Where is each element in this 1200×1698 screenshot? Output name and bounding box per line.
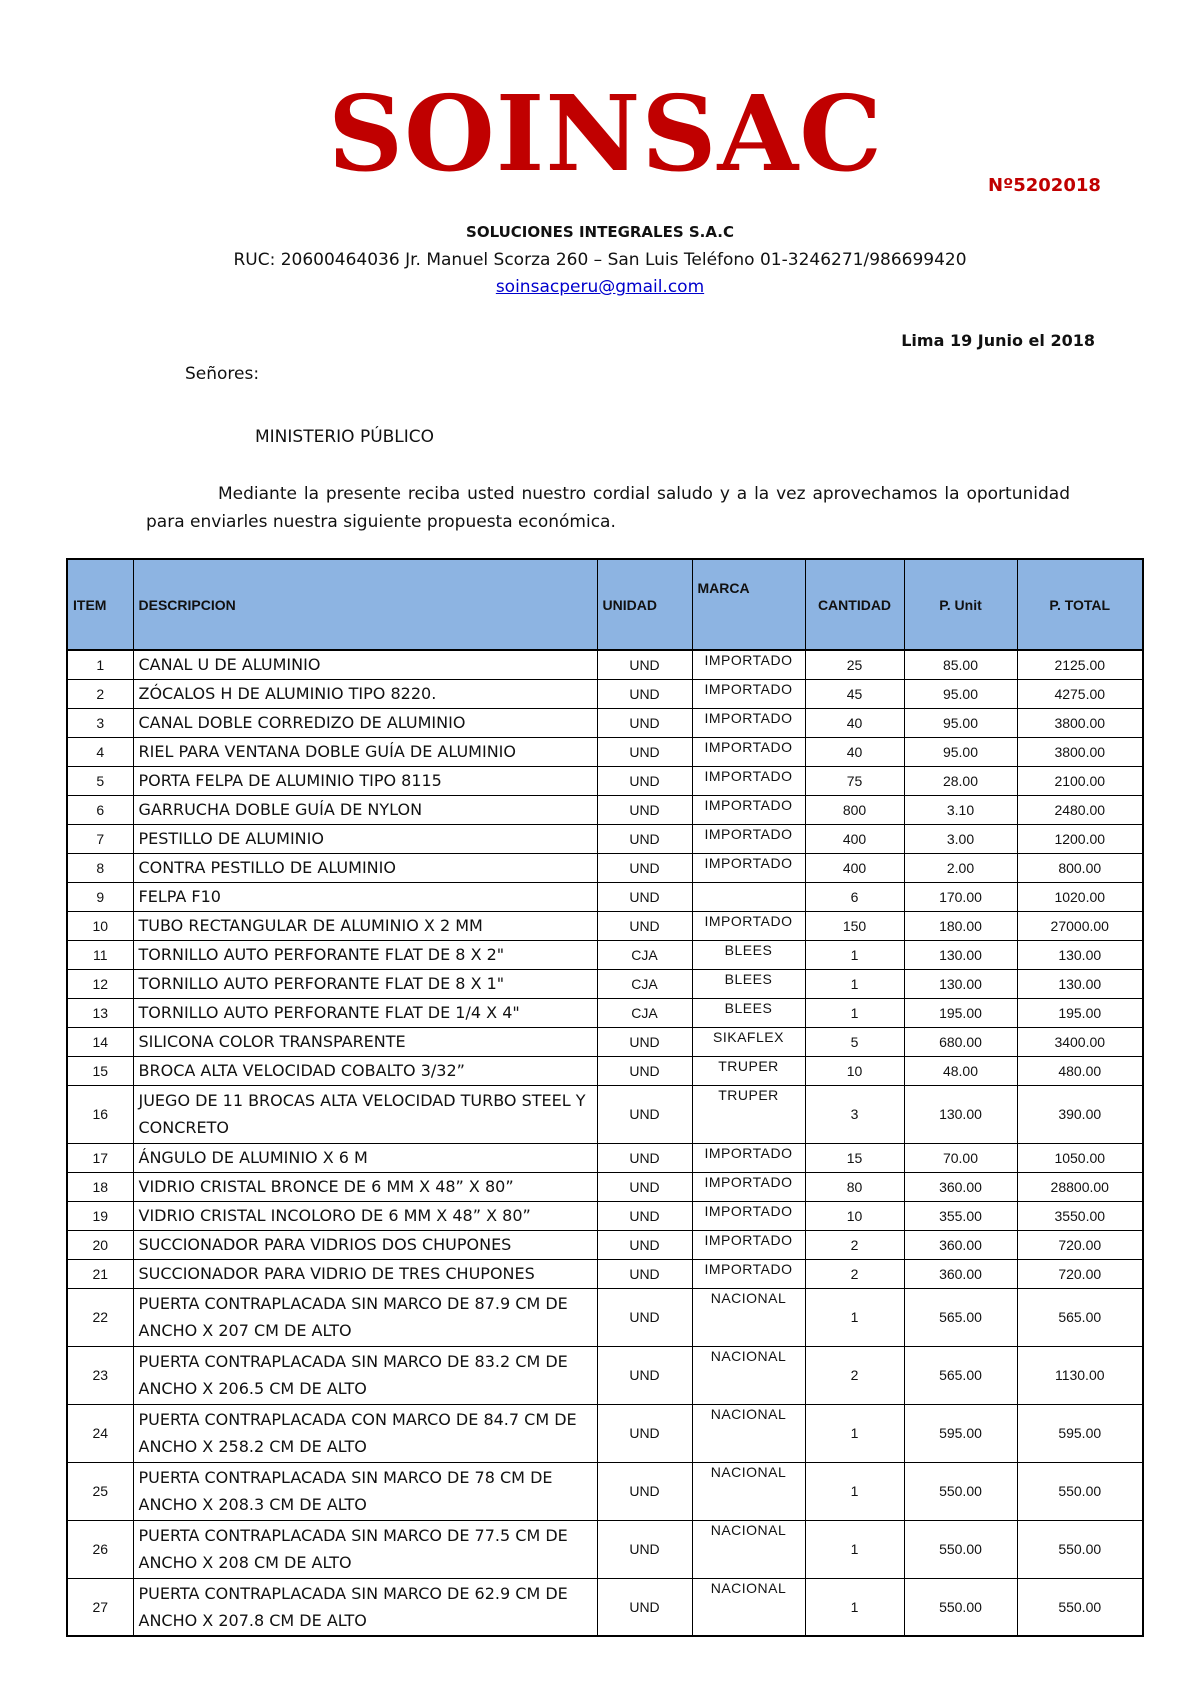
cell-total: 550.00 bbox=[1017, 1520, 1143, 1578]
cell-unit-price: 170.00 bbox=[904, 882, 1017, 911]
cell-brand: BLEES bbox=[692, 969, 805, 998]
cell-total: 800.00 bbox=[1017, 853, 1143, 882]
table-row bbox=[67, 1230, 1143, 1259]
cell-total: 550.00 bbox=[1017, 1462, 1143, 1520]
cell-brand: IMPORTADO bbox=[692, 766, 805, 795]
cell-description: ÁNGULO DE ALUMINIO X 6 M bbox=[133, 1143, 597, 1172]
cell-unit: UND bbox=[597, 1259, 692, 1288]
email-link[interactable]: soinsacperu@gmail.com bbox=[495, 277, 705, 297]
table-row bbox=[67, 911, 1143, 940]
cell-unit-price: 130.00 bbox=[904, 1085, 1017, 1143]
cell-total: 4275.00 bbox=[1017, 679, 1143, 708]
cell-total: 2125.00 bbox=[1017, 650, 1143, 679]
cell-description: PORTA FELPA DE ALUMINIO TIPO 8115 bbox=[133, 766, 597, 795]
cell-unit: UND bbox=[597, 766, 692, 795]
cell-item: 10 bbox=[67, 911, 133, 940]
cell-description: FELPA F10 bbox=[133, 882, 597, 911]
cell-unit-price: 48.00 bbox=[904, 1056, 1017, 1085]
cell-item: 13 bbox=[67, 998, 133, 1027]
cell-unit-price: 195.00 bbox=[904, 998, 1017, 1027]
table-row bbox=[67, 766, 1143, 795]
cell-unit-price: 680.00 bbox=[904, 1027, 1017, 1056]
table-row bbox=[67, 1056, 1143, 1085]
cell-quantity: 40 bbox=[805, 708, 904, 737]
table-row bbox=[67, 853, 1143, 882]
letter-date: Lima 19 Junio el 2018 bbox=[901, 331, 1095, 350]
cell-brand: IMPORTADO bbox=[692, 824, 805, 853]
table-row bbox=[67, 969, 1143, 998]
cell-unit-price: 3.00 bbox=[904, 824, 1017, 853]
cell-unit: CJA bbox=[597, 998, 692, 1027]
cell-unit: UND bbox=[597, 1404, 692, 1462]
cell-item: 26 bbox=[67, 1520, 133, 1578]
cell-item: 17 bbox=[67, 1143, 133, 1172]
cell-unit-price: 355.00 bbox=[904, 1201, 1017, 1230]
cell-unit-price: 550.00 bbox=[904, 1578, 1017, 1636]
cell-unit-price: 180.00 bbox=[904, 911, 1017, 940]
cell-quantity: 3 bbox=[805, 1085, 904, 1143]
table-row bbox=[67, 737, 1143, 766]
cell-brand: NACIONAL bbox=[692, 1404, 805, 1462]
table-header-row bbox=[67, 559, 1143, 650]
cell-quantity: 5 bbox=[805, 1027, 904, 1056]
cell-item: 11 bbox=[67, 940, 133, 969]
cell-quantity: 75 bbox=[805, 766, 904, 795]
cell-unit: UND bbox=[597, 1201, 692, 1230]
cell-total: 1130.00 bbox=[1017, 1346, 1143, 1404]
cell-brand: IMPORTADO bbox=[692, 737, 805, 766]
cell-brand: IMPORTADO bbox=[692, 1230, 805, 1259]
company-contact-line: RUC: 20600464036 Jr. Manuel Scorza 260 – San Luis Teléfono 01-3246271/986699420 bbox=[233, 250, 967, 270]
cell-quantity: 25 bbox=[805, 650, 904, 679]
cell-total: 3800.00 bbox=[1017, 708, 1143, 737]
cell-quantity: 1 bbox=[805, 998, 904, 1027]
header-item: ITEM bbox=[67, 559, 133, 650]
cell-total: 27000.00 bbox=[1017, 911, 1143, 940]
cell-brand: NACIONAL bbox=[692, 1346, 805, 1404]
table-row bbox=[67, 1172, 1143, 1201]
cell-quantity: 10 bbox=[805, 1201, 904, 1230]
cell-quantity: 400 bbox=[805, 824, 904, 853]
cell-unit-price: 550.00 bbox=[904, 1462, 1017, 1520]
cell-quantity: 80 bbox=[805, 1172, 904, 1201]
recipient: MINISTERIO PÚBLICO bbox=[255, 427, 435, 447]
cell-total: 480.00 bbox=[1017, 1056, 1143, 1085]
cell-unit-price: 360.00 bbox=[904, 1172, 1017, 1201]
cell-brand: NACIONAL bbox=[692, 1462, 805, 1520]
cell-unit: UND bbox=[597, 1578, 692, 1636]
cell-unit-price: 70.00 bbox=[904, 1143, 1017, 1172]
cell-quantity: 2 bbox=[805, 1230, 904, 1259]
cell-description: TORNILLO AUTO PERFORANTE FLAT DE 8 X 2" bbox=[133, 940, 597, 969]
cell-brand: IMPORTADO bbox=[692, 679, 805, 708]
cell-unit: UND bbox=[597, 824, 692, 853]
cell-quantity: 1 bbox=[805, 1462, 904, 1520]
cell-item: 21 bbox=[67, 1259, 133, 1288]
cell-description: PUERTA CONTRAPLACADA SIN MARCO DE 87.9 CM DE ANCHO X 207 CM DE ALTO bbox=[133, 1288, 597, 1346]
table-row bbox=[67, 1578, 1143, 1636]
cell-brand: IMPORTADO bbox=[692, 1143, 805, 1172]
cell-unit: UND bbox=[597, 882, 692, 911]
cell-description: SUCCIONADOR PARA VIDRIOS DOS CHUPONES bbox=[133, 1230, 597, 1259]
cell-item: 6 bbox=[67, 795, 133, 824]
cell-unit: UND bbox=[597, 1462, 692, 1520]
cell-brand: IMPORTADO bbox=[692, 650, 805, 679]
table-row bbox=[67, 998, 1143, 1027]
cell-unit: UND bbox=[597, 795, 692, 824]
cell-total: 720.00 bbox=[1017, 1230, 1143, 1259]
cell-unit: UND bbox=[597, 679, 692, 708]
cell-unit: UND bbox=[597, 1346, 692, 1404]
table-row bbox=[67, 708, 1143, 737]
cell-total: 2480.00 bbox=[1017, 795, 1143, 824]
cell-total: 130.00 bbox=[1017, 969, 1143, 998]
table-row bbox=[67, 882, 1143, 911]
header-brand: MARCA bbox=[692, 559, 805, 650]
cell-description: VIDRIO CRISTAL INCOLORO DE 6 MM X 48” X 80” bbox=[133, 1201, 597, 1230]
cell-brand: NACIONAL bbox=[692, 1288, 805, 1346]
table-row bbox=[67, 1201, 1143, 1230]
cell-item: 8 bbox=[67, 853, 133, 882]
cell-unit-price: 565.00 bbox=[904, 1346, 1017, 1404]
cell-brand: IMPORTADO bbox=[692, 1259, 805, 1288]
cell-unit: UND bbox=[597, 1056, 692, 1085]
cell-item: 20 bbox=[67, 1230, 133, 1259]
cell-unit: UND bbox=[597, 1172, 692, 1201]
table-row bbox=[67, 795, 1143, 824]
cell-description: CANAL U DE ALUMINIO bbox=[133, 650, 597, 679]
cell-item: 15 bbox=[67, 1056, 133, 1085]
cell-brand: IMPORTADO bbox=[692, 708, 805, 737]
cell-brand bbox=[692, 882, 805, 911]
cell-description: CONTRA PESTILLO DE ALUMINIO bbox=[133, 853, 597, 882]
cell-brand: NACIONAL bbox=[692, 1578, 805, 1636]
cell-total: 550.00 bbox=[1017, 1578, 1143, 1636]
table-row bbox=[67, 1288, 1143, 1346]
table-row bbox=[67, 940, 1143, 969]
cell-quantity: 2 bbox=[805, 1259, 904, 1288]
cell-unit-price: 28.00 bbox=[904, 766, 1017, 795]
header-description: DESCRIPCION bbox=[133, 559, 597, 650]
table-row bbox=[67, 679, 1143, 708]
cell-total: 1020.00 bbox=[1017, 882, 1143, 911]
cell-quantity: 40 bbox=[805, 737, 904, 766]
cell-unit: CJA bbox=[597, 940, 692, 969]
header-unit: UNIDAD bbox=[597, 559, 692, 650]
cell-unit-price: 95.00 bbox=[904, 708, 1017, 737]
cell-description: PUERTA CONTRAPLACADA SIN MARCO DE 77.5 CM DE ANCHO X 208 CM DE ALTO bbox=[133, 1520, 597, 1578]
cell-description: TORNILLO AUTO PERFORANTE FLAT DE 8 X 1" bbox=[133, 969, 597, 998]
cell-description: TORNILLO AUTO PERFORANTE FLAT DE 1/4 X 4" bbox=[133, 998, 597, 1027]
cell-brand: IMPORTADO bbox=[692, 1172, 805, 1201]
cell-item: 1 bbox=[67, 650, 133, 679]
cell-brand: SIKAFLEX bbox=[692, 1027, 805, 1056]
cell-unit: UND bbox=[597, 650, 692, 679]
cell-quantity: 1 bbox=[805, 1578, 904, 1636]
cell-description: CANAL DOBLE CORREDIZO DE ALUMINIO bbox=[133, 708, 597, 737]
cell-unit: UND bbox=[597, 1143, 692, 1172]
cell-description: RIEL PARA VENTANA DOBLE GUÍA DE ALUMINIO bbox=[133, 737, 597, 766]
cell-unit-price: 595.00 bbox=[904, 1404, 1017, 1462]
cell-quantity: 1 bbox=[805, 969, 904, 998]
cell-total: 1200.00 bbox=[1017, 824, 1143, 853]
cell-brand: BLEES bbox=[692, 940, 805, 969]
cell-quantity: 15 bbox=[805, 1143, 904, 1172]
company-logo: SOINSAC bbox=[328, 72, 883, 195]
cell-item: 9 bbox=[67, 882, 133, 911]
cell-unit-price: 565.00 bbox=[904, 1288, 1017, 1346]
cell-unit-price: 3.10 bbox=[904, 795, 1017, 824]
cell-description: PUERTA CONTRAPLACADA CON MARCO DE 84.7 CM DE ANCHO X 258.2 CM DE ALTO bbox=[133, 1404, 597, 1462]
cell-quantity: 150 bbox=[805, 911, 904, 940]
table-row bbox=[67, 1404, 1143, 1462]
cell-total: 390.00 bbox=[1017, 1085, 1143, 1143]
cell-unit: UND bbox=[597, 1085, 692, 1143]
cell-description: TUBO RECTANGULAR DE ALUMINIO X 2 MM bbox=[133, 911, 597, 940]
document-number: Nº5202018 bbox=[988, 175, 1101, 196]
cell-item: 25 bbox=[67, 1462, 133, 1520]
header-unit-price: P. Unit bbox=[904, 559, 1017, 650]
cell-unit-price: 95.00 bbox=[904, 679, 1017, 708]
cell-unit-price: 130.00 bbox=[904, 940, 1017, 969]
cell-item: 19 bbox=[67, 1201, 133, 1230]
salutation: Señores: bbox=[185, 364, 260, 384]
cell-quantity: 2 bbox=[805, 1346, 904, 1404]
intro-paragraph: Mediante la presente reciba usted nuestro cordial saludo y a la vez aprovechamos la oportunidad para enviarles nuestra siguiente propuesta económica. bbox=[146, 484, 1070, 532]
table-row bbox=[67, 650, 1143, 679]
cell-quantity: 10 bbox=[805, 1056, 904, 1085]
cell-item: 24 bbox=[67, 1404, 133, 1462]
company-email bbox=[0, 277, 1200, 297]
cell-description: PESTILLO DE ALUMINIO bbox=[133, 824, 597, 853]
cell-unit-price: 550.00 bbox=[904, 1520, 1017, 1578]
cell-unit: CJA bbox=[597, 969, 692, 998]
cell-brand: IMPORTADO bbox=[692, 911, 805, 940]
cell-total: 3400.00 bbox=[1017, 1027, 1143, 1056]
table-row bbox=[67, 1520, 1143, 1578]
cell-brand: TRUPER bbox=[692, 1056, 805, 1085]
cell-description: PUERTA CONTRAPLACADA SIN MARCO DE 83.2 CM DE ANCHO X 206.5 CM DE ALTO bbox=[133, 1346, 597, 1404]
cell-description: PUERTA CONTRAPLACADA SIN MARCO DE 78 CM DE ANCHO X 208.3 CM DE ALTO bbox=[133, 1462, 597, 1520]
cell-unit: UND bbox=[597, 737, 692, 766]
cell-item: 4 bbox=[67, 737, 133, 766]
cell-brand: IMPORTADO bbox=[692, 1201, 805, 1230]
table-row bbox=[67, 1346, 1143, 1404]
cell-brand: TRUPER bbox=[692, 1085, 805, 1143]
table-row bbox=[67, 1259, 1143, 1288]
quote-table bbox=[66, 558, 1144, 1637]
cell-description: SUCCIONADOR PARA VIDRIO DE TRES CHUPONES bbox=[133, 1259, 597, 1288]
cell-quantity: 6 bbox=[805, 882, 904, 911]
cell-unit: UND bbox=[597, 1288, 692, 1346]
cell-unit-price: 360.00 bbox=[904, 1230, 1017, 1259]
cell-unit: UND bbox=[597, 1520, 692, 1578]
cell-description: VIDRIO CRISTAL BRONCE DE 6 MM X 48” X 80” bbox=[133, 1172, 597, 1201]
cell-description: JUEGO DE 11 BROCAS ALTA VELOCIDAD TURBO STEEL Y CONCRETO bbox=[133, 1085, 597, 1143]
cell-unit: UND bbox=[597, 1027, 692, 1056]
cell-quantity: 800 bbox=[805, 795, 904, 824]
table-row bbox=[67, 824, 1143, 853]
cell-item: 2 bbox=[67, 679, 133, 708]
cell-total: 565.00 bbox=[1017, 1288, 1143, 1346]
cell-unit-price: 85.00 bbox=[904, 650, 1017, 679]
table-row bbox=[67, 1143, 1143, 1172]
cell-description: BROCA ALTA VELOCIDAD COBALTO 3/32” bbox=[133, 1056, 597, 1085]
table-row bbox=[67, 1085, 1143, 1143]
cell-unit-price: 2.00 bbox=[904, 853, 1017, 882]
cell-description: PUERTA CONTRAPLACADA SIN MARCO DE 62.9 CM DE ANCHO X 207.8 CM DE ALTO bbox=[133, 1578, 597, 1636]
cell-quantity: 1 bbox=[805, 1288, 904, 1346]
cell-item: 22 bbox=[67, 1288, 133, 1346]
cell-item: 18 bbox=[67, 1172, 133, 1201]
cell-total: 3550.00 bbox=[1017, 1201, 1143, 1230]
cell-description: ZÓCALOS H DE ALUMINIO TIPO 8220. bbox=[133, 679, 597, 708]
cell-unit: UND bbox=[597, 1230, 692, 1259]
cell-unit-price: 130.00 bbox=[904, 969, 1017, 998]
cell-unit: UND bbox=[597, 708, 692, 737]
cell-description: SILICONA COLOR TRANSPARENTE bbox=[133, 1027, 597, 1056]
cell-brand: BLEES bbox=[692, 998, 805, 1027]
cell-total: 720.00 bbox=[1017, 1259, 1143, 1288]
cell-brand: NACIONAL bbox=[692, 1520, 805, 1578]
cell-brand: IMPORTADO bbox=[692, 795, 805, 824]
cell-total: 130.00 bbox=[1017, 940, 1143, 969]
cell-unit-price: 95.00 bbox=[904, 737, 1017, 766]
cell-item: 14 bbox=[67, 1027, 133, 1056]
cell-unit: UND bbox=[597, 911, 692, 940]
cell-quantity: 1 bbox=[805, 940, 904, 969]
cell-total: 195.00 bbox=[1017, 998, 1143, 1027]
cell-total: 3800.00 bbox=[1017, 737, 1143, 766]
cell-item: 7 bbox=[67, 824, 133, 853]
cell-item: 3 bbox=[67, 708, 133, 737]
cell-total: 28800.00 bbox=[1017, 1172, 1143, 1201]
cell-description: GARRUCHA DOBLE GUÍA DE NYLON bbox=[133, 795, 597, 824]
cell-unit: UND bbox=[597, 853, 692, 882]
company-name: SOLUCIONES INTEGRALES S.A.C bbox=[466, 223, 734, 241]
cell-item: 27 bbox=[67, 1578, 133, 1636]
cell-brand: IMPORTADO bbox=[692, 853, 805, 882]
cell-item: 12 bbox=[67, 969, 133, 998]
table-row bbox=[67, 1027, 1143, 1056]
table-row bbox=[67, 1462, 1143, 1520]
cell-item: 5 bbox=[67, 766, 133, 795]
cell-total: 1050.00 bbox=[1017, 1143, 1143, 1172]
cell-quantity: 400 bbox=[805, 853, 904, 882]
cell-unit-price: 360.00 bbox=[904, 1259, 1017, 1288]
header-total-price: P. TOTAL bbox=[1017, 559, 1143, 650]
header-quantity: CANTIDAD bbox=[805, 559, 904, 650]
cell-quantity: 45 bbox=[805, 679, 904, 708]
cell-quantity: 1 bbox=[805, 1404, 904, 1462]
cell-item: 23 bbox=[67, 1346, 133, 1404]
cell-total: 2100.00 bbox=[1017, 766, 1143, 795]
cell-quantity: 1 bbox=[805, 1520, 904, 1578]
cell-item: 16 bbox=[67, 1085, 133, 1143]
cell-total: 595.00 bbox=[1017, 1404, 1143, 1462]
